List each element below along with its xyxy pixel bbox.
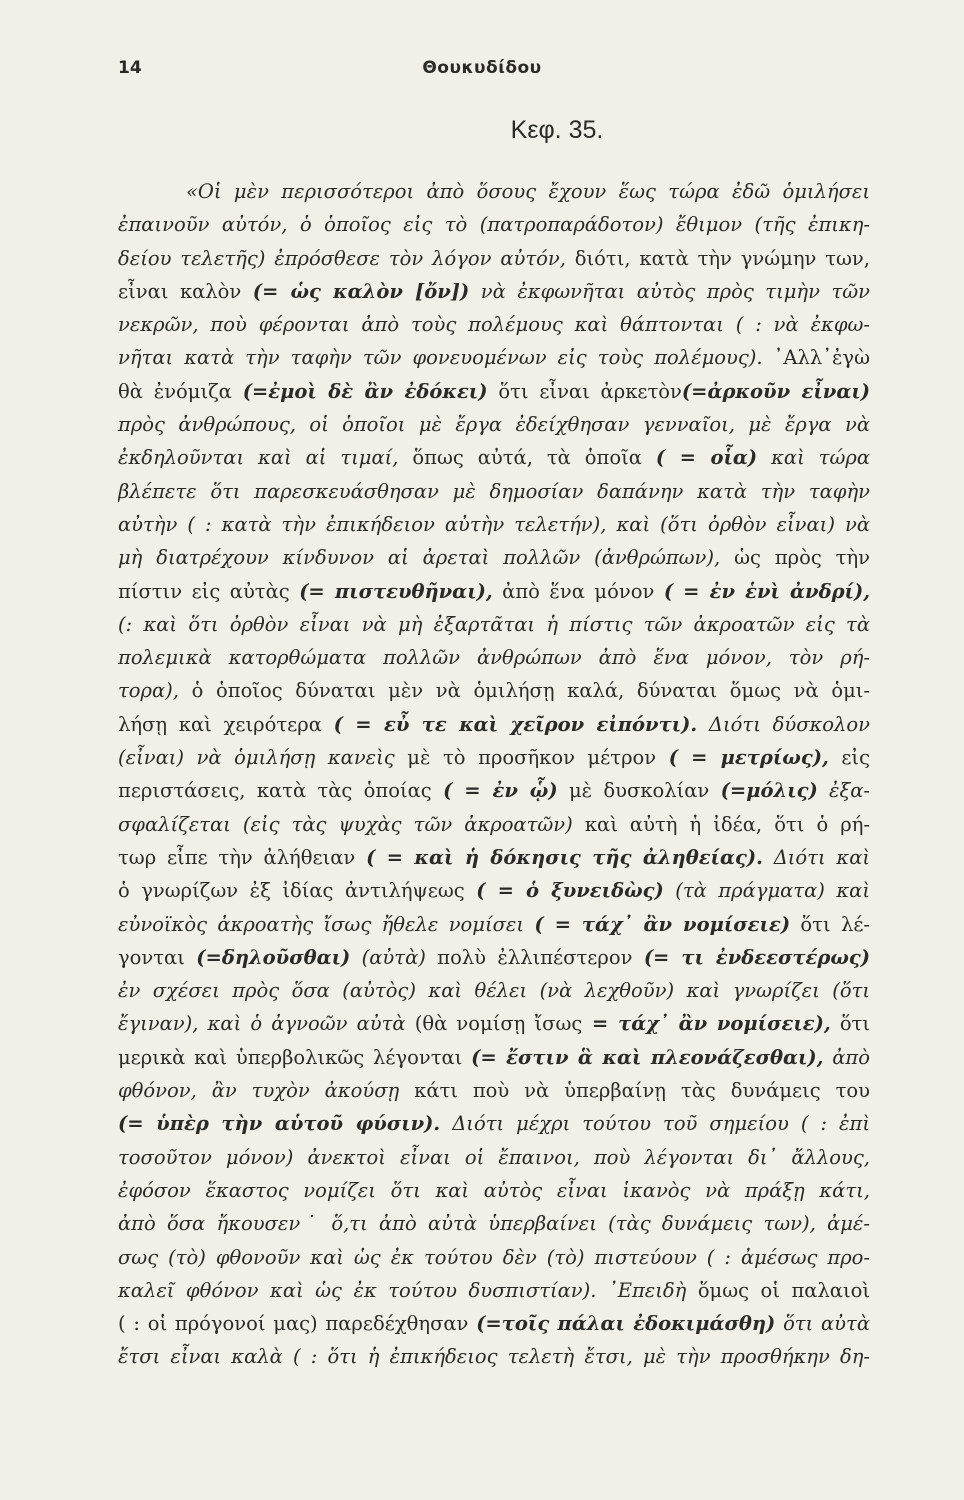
text-segment: (εἶναι) νὰ ὁμιλήσῃ κανεὶς xyxy=(118,746,408,770)
text-segment: πίστιν εἰς αὐτὰς xyxy=(118,579,300,603)
text-segment: ὅτι εἶναι ἀρκετὸν xyxy=(487,379,682,403)
text-line xyxy=(118,908,870,941)
text-segment: καὶ αὐτὴ ἡ ἰδέα, ὅτι ὁ ρή- xyxy=(584,812,870,836)
text-segment: ὅτι λέ- xyxy=(790,912,870,936)
text-segment: πρὸς ἀνθρώπους, οἱ ὁποῖοι μὲ ἔργα ἐδείχθησαν γενναῖοι, μὲ ἔργα νὰ xyxy=(118,413,870,437)
text-line xyxy=(118,308,870,341)
text-segment: ( : οἱ πρόγονοί μας) παρεδέχθησαν xyxy=(118,1312,477,1336)
text-segment: μὴ διατρέχουν κίνδυνον αἱ ἀρεταὶ πολλῶν (ἀνθρώπων), xyxy=(118,546,735,570)
text-segment: ἔτσι εἶναι καλὰ ( : ὅτι ἡ ἐπικήδειος τελετὴ ἔτσι, μὲ τὴν προσθήκην δη- xyxy=(118,1345,870,1369)
text-line xyxy=(118,475,870,508)
text-segment: Διότι δύσκολον xyxy=(697,712,870,736)
text-segment: ἀπὸ xyxy=(823,1045,870,1069)
ancient-greek-gloss: ( = ἐν ᾧ) xyxy=(443,779,558,803)
text-line xyxy=(118,208,870,241)
ancient-greek-gloss: ( = ἐν ἑνὶ ἀνδρί), xyxy=(663,579,870,603)
text-line xyxy=(118,541,870,574)
text-segment: ἐπαινοῦν αὐτόν, ὁ ὁποῖος εἰς τὸ (πατροπαράδοτον) ἔθιμον (τῆς ἐπικη- xyxy=(118,213,870,237)
text-line xyxy=(118,1274,870,1307)
text-segment: ἐν σχέσει πρὸς ὅσα (αὐτὸς) καὶ θέλει (νὰ λεχθοῦν) καὶ γνωρίζει (ὅτι xyxy=(118,979,870,1003)
text-segment: ἐκδηλοῦνται καὶ αἱ τιμαί, xyxy=(118,446,413,470)
text-segment: διότι, κατὰ τὴν γνώμην των, xyxy=(574,246,870,270)
text-segment: ἔγιναν), καὶ ὁ ἀγνοῶν αὐτὰ xyxy=(118,1012,415,1036)
text-line xyxy=(118,1041,870,1074)
text-segment: δείου τελετῆς) ἐπρόσθεσε τὸν λόγον αὐτόν, xyxy=(118,246,575,270)
text-line xyxy=(118,1207,870,1240)
text-segment: Διότι μέχρι τούτου τοῦ σημείου ( : ἐπὶ xyxy=(440,1112,870,1136)
text-line xyxy=(118,1141,870,1174)
text-segment: μὲ δυσκολίαν xyxy=(557,779,721,803)
text-segment: ὅπως αὐτά, τὰ ὁποῖα xyxy=(412,446,656,470)
text-segment: φθόνον, ἂν τυχὸν ἀκούσῃ xyxy=(118,1079,415,1103)
text-segment: ἐξα- xyxy=(817,779,870,803)
text-line xyxy=(118,1007,870,1040)
text-segment: περιστάσεις, κατὰ τὰς ὁποίας xyxy=(118,779,444,803)
text-segment: νὰ ἐκφωνῆται αὐτὸς πρὸς τιμὴν τῶν xyxy=(469,279,870,303)
text-segment: ἀπὸ ὅσα ἤκουσεν˙ ὅ,τι ἀπὸ αὐτὰ ὑπερβαίνει (τὰς δυνάμεις των), ἀμέ- xyxy=(118,1212,870,1236)
text-segment: καὶ τώρα xyxy=(757,446,870,470)
text-line xyxy=(118,408,870,441)
text-line xyxy=(118,741,870,774)
text-segment: νεκρῶν, ποὺ φέρονται ἀπὸ τοὺς πολέμους καὶ θάπτονται ( : νὰ ἐκφω- xyxy=(118,313,870,337)
text-segment: καλεῖ φθόνον καὶ ὡς ἐκ τούτου δυσπιστίαν). ᾿Επειδὴ xyxy=(118,1278,698,1302)
text-segment: πολὺ ἐλλιπέστερον xyxy=(437,945,644,969)
ancient-greek-gloss: (=δηλοῦσθαι) xyxy=(196,945,351,969)
text-line xyxy=(118,375,870,408)
ancient-greek-gloss: ( = οἷα) xyxy=(655,446,758,470)
text-line xyxy=(118,1107,870,1140)
text-segment: κάτι ποὺ νὰ ὑπερβαίνῃ τὰς δυνάμεις του xyxy=(414,1079,870,1103)
ancient-greek-gloss: ( = τάχ᾿ ἂν νομίσειε) xyxy=(534,912,791,936)
text-line xyxy=(118,708,870,741)
ancient-greek-gloss: (= πιστευθῆναι), xyxy=(299,579,493,603)
text-line xyxy=(118,1340,870,1373)
text-line xyxy=(118,575,870,608)
ancient-greek-gloss: = τάχ᾿ ἂν νομίσειε), xyxy=(582,1012,831,1036)
page-number: 14 xyxy=(118,58,142,78)
ancient-greek-gloss: ( = εὖ τε καὶ χεῖρον εἰπόντι). xyxy=(333,712,698,736)
text-segment: μερικὰ καὶ ὑπερβολικῶς λέγονται xyxy=(118,1045,472,1069)
text-segment: ἐφόσον ἕκαστος νομίζει ὅτι καὶ αὐτὸς εἶναι ἱκανὸς νὰ πράξῃ κάτι, xyxy=(118,1178,870,1202)
text-segment: βλέπετε ὅτι παρεσκευάσθησαν μὲ δημοσίαν δαπάνην κατὰ τὴν ταφὴν xyxy=(118,479,870,503)
chapter-heading: Κεφ. 35. xyxy=(510,116,604,144)
ancient-greek-gloss: (=μόλις) xyxy=(720,779,818,803)
text-line xyxy=(118,1307,870,1340)
text-segment: (: καὶ ὅτι ὀρθὸν εἶναι νὰ μὴ ἐξαρτᾶται ἡ πίστις τῶν ἀκροατῶν εἰς τὰ xyxy=(118,612,870,636)
ancient-greek-gloss: (= ὡς καλὸν [ὄν]) xyxy=(252,279,470,303)
ancient-greek-gloss: (= ὑπὲρ τὴν αὑτοῦ φύσιν). xyxy=(118,1112,441,1136)
text-line xyxy=(118,341,870,374)
text-segment: ὁ ὁποῖος δύναται μὲν νὰ ὁμιλήσῃ καλά, δύναται ὅμως νὰ ὁμι- xyxy=(191,679,870,703)
text-segment: «Οἱ μὲν περισσότεροι ἀπὸ ὅσους ἔχουν ἕως τώρα ἐδῶ ὁμιλήσει xyxy=(186,180,870,203)
text-segment: σφαλίζεται (εἰς τὰς ψυχὰς τῶν ἀκροατῶν) xyxy=(118,812,585,836)
text-segment: γονται xyxy=(118,945,197,969)
text-line xyxy=(118,608,870,641)
running-title: Θουκυδίδου xyxy=(422,58,542,78)
text-segment: εἰς xyxy=(828,746,870,770)
ancient-greek-gloss: ( = μετρίως), xyxy=(668,746,829,770)
ancient-greek-gloss: (=ἀρκοῦν εἶναι) xyxy=(681,379,870,403)
ancient-greek-gloss: ( = ὁ ξυνειδὼς) xyxy=(476,879,664,903)
ancient-greek-gloss: (= τι ἐνδεεστέρως) xyxy=(643,945,870,969)
text-segment: ὁ γνωρίζων ἐξ ἰδίας ἀντιλήψεως xyxy=(118,879,477,903)
ancient-greek-gloss: (= ἔστιν ἃ καὶ πλεονάζεσθαι), xyxy=(471,1045,824,1069)
text-segment: εὐνοϊκὸς ἀκροατὴς ἴσως ἤθελε νομίσει xyxy=(118,912,535,936)
text-segment: σως (τὸ) φθονοῦν καὶ ὡς ἐκ τούτου δὲν (τὸ) πιστεύουν ( : ἀμέσως προ- xyxy=(118,1245,870,1269)
text-segment: (τὰ πράγματα) καὶ xyxy=(663,879,870,903)
text-segment: ὅτι xyxy=(830,1012,870,1036)
text-segment: νῆται κατὰ τὴν ταφὴν τῶν φονευομένων εἰς τοὺς πολέμους). xyxy=(118,346,774,370)
ancient-greek-gloss: ( = καὶ ἡ δόκησις τῆς ἀληθείας). xyxy=(366,845,763,869)
text-segment: λήσῃ καὶ χειρότερα xyxy=(118,712,334,736)
text-line xyxy=(118,1174,870,1207)
text-segment: ᾿Αλλ᾿ἐγὼ xyxy=(773,346,870,370)
text-segment: αὐτὴν ( : κατὰ τὴν ἐπικήδειον αὐτὴν τελετήν), καὶ (ὅτι ὀρθὸν εἶναι) νὰ xyxy=(118,512,870,536)
text-line xyxy=(118,841,870,874)
translation-body-text xyxy=(118,175,870,1374)
text-segment: ὡς πρὸς τὴν xyxy=(734,546,870,570)
text-segment: (αὐτὰ) xyxy=(350,945,438,969)
text-line xyxy=(118,508,870,541)
text-line xyxy=(118,175,870,208)
text-segment: εἶναι καλὸν xyxy=(118,279,253,303)
text-segment: (θὰ νομίσῃ ἴσως xyxy=(414,1012,583,1036)
ancient-greek-gloss: (=τοῖς πάλαι ἐδοκιμάσθη) xyxy=(476,1312,776,1336)
text-line xyxy=(118,1074,870,1107)
text-line xyxy=(118,275,870,308)
text-segment: Διότι καὶ xyxy=(762,845,870,869)
text-segment: πολεμικὰ κατορθώματα πολλῶν ἀνθρώπων ἀπὸ ἕνα μόνον, τὸν ρή- xyxy=(118,646,870,670)
text-line xyxy=(118,441,870,474)
text-segment: μὲ τὸ προσῆκον μέτρον xyxy=(407,746,669,770)
text-line xyxy=(118,974,870,1007)
text-segment: τωρ εἶπε τὴν ἀλήθειαν xyxy=(118,845,367,869)
text-segment: ὅμως οἱ παλαιοὶ xyxy=(697,1278,870,1302)
text-line xyxy=(118,774,870,807)
text-line xyxy=(118,808,870,841)
text-segment: θὰ ἐνόμιζα xyxy=(118,379,243,403)
text-line xyxy=(118,1241,870,1274)
text-segment: τοσοῦτον μόνον) ἀνεκτοὶ εἶναι οἱ ἔπαινοι, ποὺ λέγονται δι᾿ ἄλλους, xyxy=(118,1145,870,1169)
text-segment: ὅτι αὐτὰ xyxy=(775,1312,870,1336)
ancient-greek-gloss: (=ἐμοὶ δὲ ἂν ἐδόκει) xyxy=(242,379,488,403)
text-segment: ἀπὸ ἕνα μόνον xyxy=(492,579,664,603)
text-line xyxy=(118,874,870,907)
text-line xyxy=(118,941,870,974)
text-line xyxy=(118,674,870,707)
text-segment: τορα), xyxy=(118,679,192,703)
text-line xyxy=(118,641,870,674)
text-line xyxy=(118,242,870,275)
